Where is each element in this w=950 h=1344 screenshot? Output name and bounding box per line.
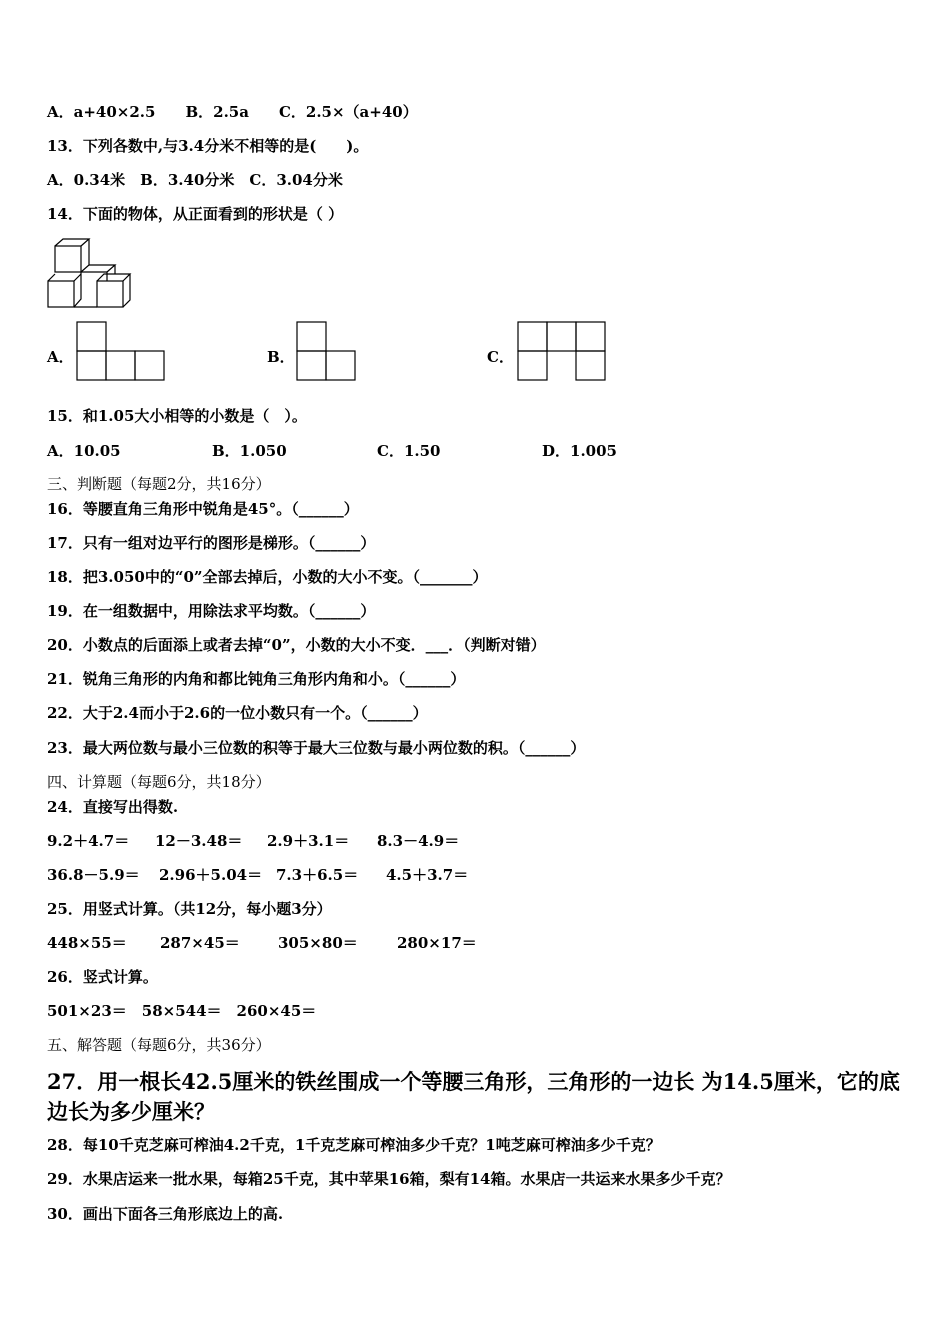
q24-item: 36.8－5.9＝	[47, 866, 140, 884]
q22-text: 22．大于2.4而小于2.6的一位小数只有一个。（______）	[47, 704, 428, 722]
q25-item: 448×55＝	[47, 934, 127, 952]
q23-text: 23．最大两位数与最小三位数的积等于最大三位数与最小两位数的积。（______）	[47, 739, 586, 757]
q24-text: 24．直接写出得数.	[47, 798, 179, 816]
q14-option-a-label: A．	[47, 348, 74, 366]
q26-text: 26．竖式计算。	[47, 968, 158, 986]
q12-options: A．a+40×2.5 B．2.5a C．2.5×（a+40）	[47, 103, 418, 121]
q18-text: 18．把3.050中的“0”全部去掉后，小数的大小不变。（_______）	[47, 568, 488, 586]
q26-items: 501×23＝ 58×544＝ 260×45＝	[47, 1002, 317, 1020]
q25-item: 280×17＝	[397, 934, 477, 952]
q15-option-d: D．1.005	[542, 442, 617, 460]
section-5-heading: 五、解答题（每题6分，共36分）	[47, 1036, 271, 1054]
q15-option-b: B．1.050	[212, 442, 287, 460]
q24-item: 8.3－4.9＝	[377, 832, 460, 850]
section-4-heading: 四、计算题（每题6分，共18分）	[47, 773, 271, 791]
q29-text: 29．水果店运来一批水果，每箱25千克，其中苹果16箱，梨有14箱。水果店一共运来水果多少千克？	[47, 1170, 731, 1188]
q24-item: 2.96＋5.04＝	[159, 866, 263, 884]
q13-text: 13．下列各数中,与3.4分米不相等的是( )。	[47, 137, 369, 155]
section-3-heading: 三、判断题（每题2分，共16分）	[47, 475, 271, 493]
q25-text: 25．用竖式计算。（共12分，每小题3分）	[47, 900, 332, 918]
q24-item: 4.5＋3.7＝	[386, 866, 469, 884]
q15-option-c: C．1.50	[377, 442, 441, 460]
q27-text: 27．用一根长42.5厘米的铁丝围成一个等腰三角形，三角形的一边长 为14.5厘米，它的底边长为多少厘米？	[47, 1069, 900, 1124]
q16-text: 16．等腰直角三角形中锐角是45°。（______）	[47, 500, 359, 518]
q30-text: 30．画出下面各三角形底边上的高.	[47, 1205, 284, 1223]
q13-options: A．0.34米 B．3.40分米 C．3.04分米	[47, 171, 343, 189]
q24-item: 9.2＋4.7＝	[47, 832, 130, 850]
q17-text: 17．只有一组对边平行的图形是梯形。（______）	[47, 534, 376, 552]
q21-text: 21．锐角三角形的内角和都比钝角三角形内角和小。（______）	[47, 670, 466, 688]
q14-option-b-label: B．	[267, 348, 295, 366]
q14-option-c-label: C．	[487, 348, 514, 366]
q25-item: 287×45＝	[160, 934, 240, 952]
cube-stack-figure	[46, 237, 146, 311]
q15-option-a: A．10.05	[47, 442, 121, 460]
q14-option-a-shape	[76, 321, 166, 383]
q24-item: 2.9＋3.1＝	[267, 832, 350, 850]
q15-text: 15．和1.05大小相等的小数是（ ）。	[47, 407, 307, 425]
q28-text: 28．每10千克芝麻可榨油4.2千克，1千克芝麻可榨油多少千克？1吨芝麻可榨油多少千克？	[47, 1136, 661, 1154]
q20-text: 20．小数点的后面添上或者去掉“0”，小数的大小不变．___．（判断对错）	[47, 636, 546, 654]
q14-option-c-shape	[517, 321, 607, 383]
q24-item: 7.3＋6.5＝	[276, 866, 359, 884]
q14-option-b-shape	[296, 321, 358, 383]
q25-item: 305×80＝	[278, 934, 358, 952]
q14-text: 14．下面的物体，从正面看到的形状是（ ）	[47, 205, 344, 223]
q24-item: 12－3.48＝	[155, 832, 243, 850]
q19-text: 19．在一组数据中，用除法求平均数。（______）	[47, 602, 376, 620]
